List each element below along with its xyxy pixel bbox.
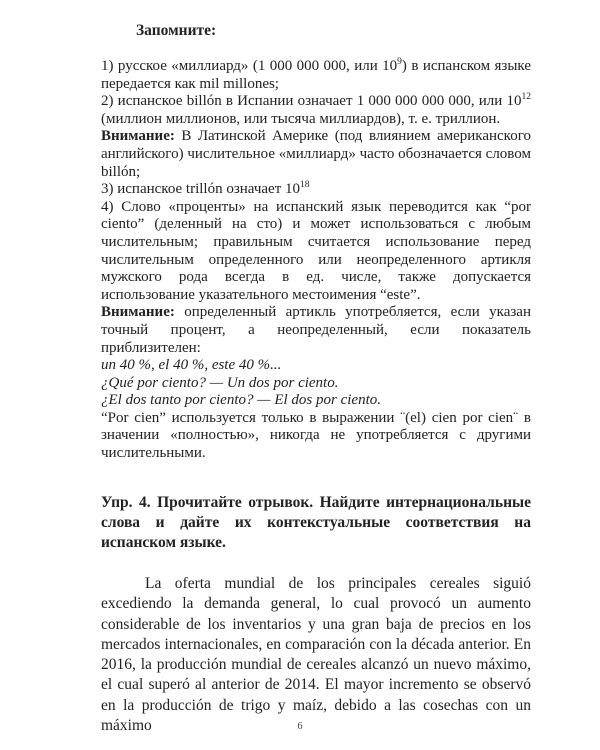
note-2-text-b: (миллион миллионов, или тысяча миллиардов), т. е. триллион. xyxy=(101,110,501,127)
note-2-exponent: 12 xyxy=(521,92,531,103)
warning-2-text: определенный артикль употребляется, если указан точный процент, а неопределенный, если показатель приблизителен: xyxy=(101,304,531,356)
exercise-4-instruction: Упр. 4. Прочитайте отрывок. Найдите интернациональные слова и дайте их контекстуальные соответствия на испанском языке. xyxy=(101,494,531,551)
example-1: un 40 %, el 40 %, este 40 %... xyxy=(101,357,282,374)
warning-1-text: В Латинской Америке (под влиянием американского английского) числительное «миллиард» часто обозначается словом billón; xyxy=(101,128,531,180)
note-3-exponent: 18 xyxy=(300,180,310,191)
reading-passage: La oferta mundial de los principales cereales siguió excediendo la demanda general, lo cual provocó un aumento considerable de los inventarios y una gran baja de precios en los mercados internacionales, en comparación con la década anterior. En 2016, la producción mundial de cereales alcanzó un nuevo máximo, el cual superó al anterior de 2014. El mayor incremento se observó en la producción de trigo y maíz, debido a las cosechas con un máximo xyxy=(101,575,531,735)
note-1-text-b: ) в испанском языке передается как mil millones; xyxy=(101,58,531,92)
warning-2 xyxy=(101,304,531,357)
note-por-cien: “Por cien” используется только в выражении ¨(el) cien por cien¨ в значении «полностью», никогда не употребляется с другими числительными. xyxy=(101,409,531,462)
warning-1-label: Внимание: xyxy=(101,128,175,145)
heading-remember: Запомните: xyxy=(136,22,217,39)
warning-1 xyxy=(101,128,531,181)
warning-2-label: Внимание: xyxy=(101,304,175,321)
note-1-exponent: 9 xyxy=(397,57,402,67)
note-1-text-a: 1) русское «миллиард» (1 000 000 000, или 10 xyxy=(101,58,398,74)
note-2-text-a: 2) испанское billón в Испании означает 1 000 000 000 000, или 10 xyxy=(101,93,522,110)
example-3: ¿El dos tanto por ciento? — El dos por ciento. xyxy=(101,392,381,409)
note-3-text: 3) испанское trillón означает 10 xyxy=(101,181,301,198)
note-1 xyxy=(101,58,531,93)
page-number: 6 xyxy=(297,721,303,732)
note-3 xyxy=(101,181,531,199)
note-2 xyxy=(101,93,531,128)
notes-block xyxy=(101,58,531,463)
note-4: 4) Слово «проценты» на испанский язык переводится как “por ciento” (деленный на сто) и может использоваться с любым числительным; правильным считается использование перед числительным определенного или неопределенного артикля мужского рода всегда в ед. числе, также допускается использование указательного местоимения “este”. xyxy=(101,198,531,303)
example-2: ¿Qué por ciento? — Un dos por ciento. xyxy=(101,374,339,391)
